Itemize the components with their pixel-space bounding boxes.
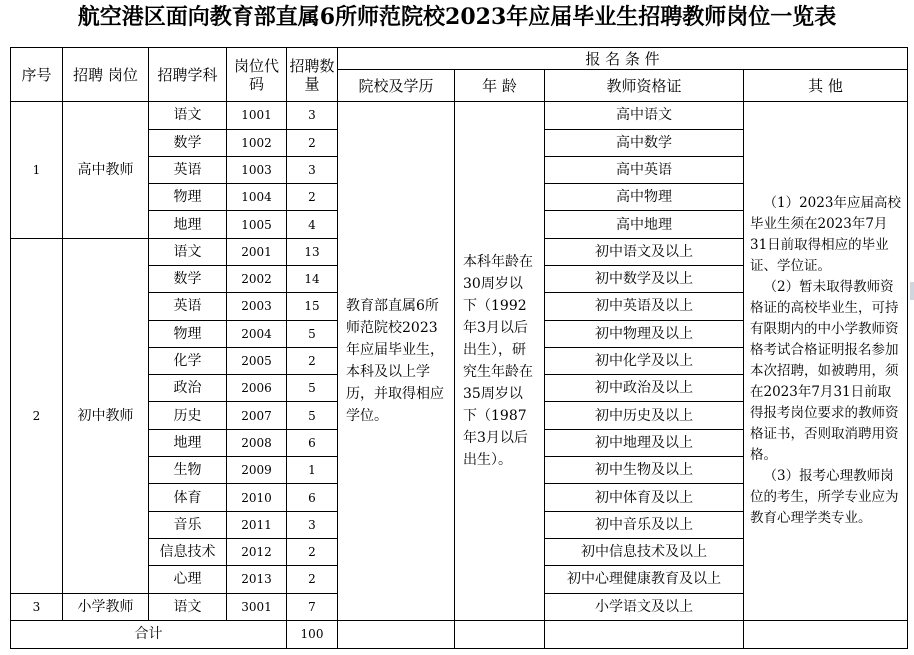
page-title: 航空港区面向教育部直属6所师范院校2023年应届毕业生招聘教师岗位一览表 xyxy=(77,4,837,30)
cert-cell: 初中生物及以上 xyxy=(545,457,744,484)
count-cell: 5 xyxy=(287,375,338,402)
cert-cell: 初中物理及以上 xyxy=(545,320,744,347)
count-cell: 1 xyxy=(287,457,338,484)
subject-cell: 语文 xyxy=(149,593,227,620)
cert-cell: 初中历史及以上 xyxy=(545,402,744,429)
empty-cell xyxy=(545,620,744,648)
subject-cell: 生物 xyxy=(149,457,227,484)
cert-cell: 高中数学 xyxy=(545,129,744,156)
code-cell: 2001 xyxy=(227,238,287,265)
recruitment-table xyxy=(10,47,908,649)
count-cell: 3 xyxy=(287,102,338,129)
subject-cell: 物理 xyxy=(149,320,227,347)
cert-cell: 初中音乐及以上 xyxy=(545,511,744,538)
code-cell: 2002 xyxy=(227,265,287,292)
count-cell: 6 xyxy=(287,484,338,511)
code-cell: 2009 xyxy=(227,457,287,484)
cert-cell: 高中地理 xyxy=(545,211,744,238)
subject-cell: 地理 xyxy=(149,211,227,238)
cert-cell: 初中心理健康教育及以上 xyxy=(545,566,744,593)
cert-cell: 高中英语 xyxy=(545,156,744,183)
code-cell: 1003 xyxy=(227,156,287,183)
cert-cell: 高中物理 xyxy=(545,184,744,211)
count-cell: 4 xyxy=(287,211,338,238)
group-post: 高中教师 xyxy=(63,102,149,238)
count-cell: 15 xyxy=(287,293,338,320)
code-cell: 1001 xyxy=(227,102,287,129)
header-seq: 序号 xyxy=(11,48,63,102)
count-cell: 3 xyxy=(287,156,338,183)
subject-cell: 地理 xyxy=(149,429,227,456)
subject-cell: 心理 xyxy=(149,566,227,593)
table-row xyxy=(11,102,908,129)
count-cell: 14 xyxy=(287,265,338,292)
subject-cell: 历史 xyxy=(149,402,227,429)
subject-cell: 化学 xyxy=(149,347,227,374)
code-cell: 2012 xyxy=(227,538,287,565)
subject-cell: 数学 xyxy=(149,129,227,156)
header-count: 招聘数量 xyxy=(287,48,338,102)
count-cell: 7 xyxy=(287,593,338,620)
empty-cell xyxy=(338,620,455,648)
cert-cell: 初中数学及以上 xyxy=(545,265,744,292)
count-cell: 5 xyxy=(287,402,338,429)
subject-cell: 英语 xyxy=(149,293,227,320)
group-post: 小学教师 xyxy=(63,593,149,620)
subject-cell: 音乐 xyxy=(149,511,227,538)
other-requirement-item: （1）2023年应届高校毕业生须在2023年7月31日前取得相应的毕业证、学位证。 xyxy=(750,195,901,275)
other-requirement-item: （2）暂未取得教师资格证的高校毕业生，可持有限期内的中小学教师资格考试合格证明报名参加本次招聘，如被聘用，须在2023年7月31日前取得报考岗位要求的教师资格证书，否则取消聘用资格。 xyxy=(750,279,899,464)
count-cell: 3 xyxy=(287,511,338,538)
group-seq: 2 xyxy=(11,238,63,593)
group-post: 初中教师 xyxy=(63,238,149,593)
subject-cell: 政治 xyxy=(149,375,227,402)
code-cell: 2004 xyxy=(227,320,287,347)
cert-cell: 初中语文及以上 xyxy=(545,238,744,265)
other-requirement-item: （3）报考心理教师岗位的考生，所学专业应为教育心理学类专业。 xyxy=(750,468,899,527)
header-post: 招聘 岗位 xyxy=(63,48,149,102)
subject-cell: 体育 xyxy=(149,484,227,511)
count-cell: 13 xyxy=(287,238,338,265)
count-cell: 6 xyxy=(287,429,338,456)
group-seq: 3 xyxy=(11,593,63,620)
code-cell: 2006 xyxy=(227,375,287,402)
count-cell: 2 xyxy=(287,129,338,156)
header-cert: 教师资格证 xyxy=(545,70,744,102)
cert-cell: 初中政治及以上 xyxy=(545,375,744,402)
subject-cell: 信息技术 xyxy=(149,538,227,565)
count-cell: 2 xyxy=(287,538,338,565)
cert-cell: 初中化学及以上 xyxy=(545,347,744,374)
cert-cell: 高中语文 xyxy=(545,102,744,129)
cert-cell: 小学语文及以上 xyxy=(545,593,744,620)
code-cell: 2011 xyxy=(227,511,287,538)
group-seq: 1 xyxy=(11,102,63,238)
header-code: 岗位代码 xyxy=(227,48,287,102)
cert-cell: 初中英语及以上 xyxy=(545,293,744,320)
cert-cell: 初中信息技术及以上 xyxy=(545,538,744,565)
count-cell: 2 xyxy=(287,347,338,374)
header-other: 其 他 xyxy=(744,70,908,102)
cert-cell: 初中体育及以上 xyxy=(545,484,744,511)
header-school: 院校及学历 xyxy=(338,70,455,102)
empty-cell xyxy=(744,620,908,648)
code-cell: 1002 xyxy=(227,129,287,156)
code-cell: 2013 xyxy=(227,566,287,593)
empty-cell xyxy=(455,620,545,648)
code-cell: 2005 xyxy=(227,347,287,374)
subject-cell: 语文 xyxy=(149,102,227,129)
count-cell: 2 xyxy=(287,184,338,211)
code-cell: 1004 xyxy=(227,184,287,211)
subject-cell: 物理 xyxy=(149,184,227,211)
subject-cell: 数学 xyxy=(149,265,227,292)
code-cell: 3001 xyxy=(227,593,287,620)
age-requirement: 本科年龄在30周岁以下（1992年3月以后出生），研究生年龄在35周岁以下（1987年3月以后出生）。 xyxy=(455,102,545,621)
total-value: 100 xyxy=(287,620,338,648)
code-cell: 2007 xyxy=(227,402,287,429)
header-subject: 招聘学科 xyxy=(149,48,227,102)
scroll-edge xyxy=(910,282,914,300)
other-requirements xyxy=(744,102,908,621)
cert-cell: 初中地理及以上 xyxy=(545,429,744,456)
code-cell: 2003 xyxy=(227,293,287,320)
header-age: 年 龄 xyxy=(455,70,545,102)
code-cell: 1005 xyxy=(227,211,287,238)
code-cell: 2008 xyxy=(227,429,287,456)
count-cell: 5 xyxy=(287,320,338,347)
header-conditions: 报 名 条 件 xyxy=(338,48,908,70)
code-cell: 2010 xyxy=(227,484,287,511)
school-requirement: 教育部直属6所师范院校2023年应届毕业生，本科及以上学历，并取得相应学位。 xyxy=(338,102,455,621)
subject-cell: 语文 xyxy=(149,238,227,265)
total-row xyxy=(11,620,908,648)
total-label: 合计 xyxy=(11,620,287,648)
subject-cell: 英语 xyxy=(149,156,227,183)
count-cell: 2 xyxy=(287,566,338,593)
